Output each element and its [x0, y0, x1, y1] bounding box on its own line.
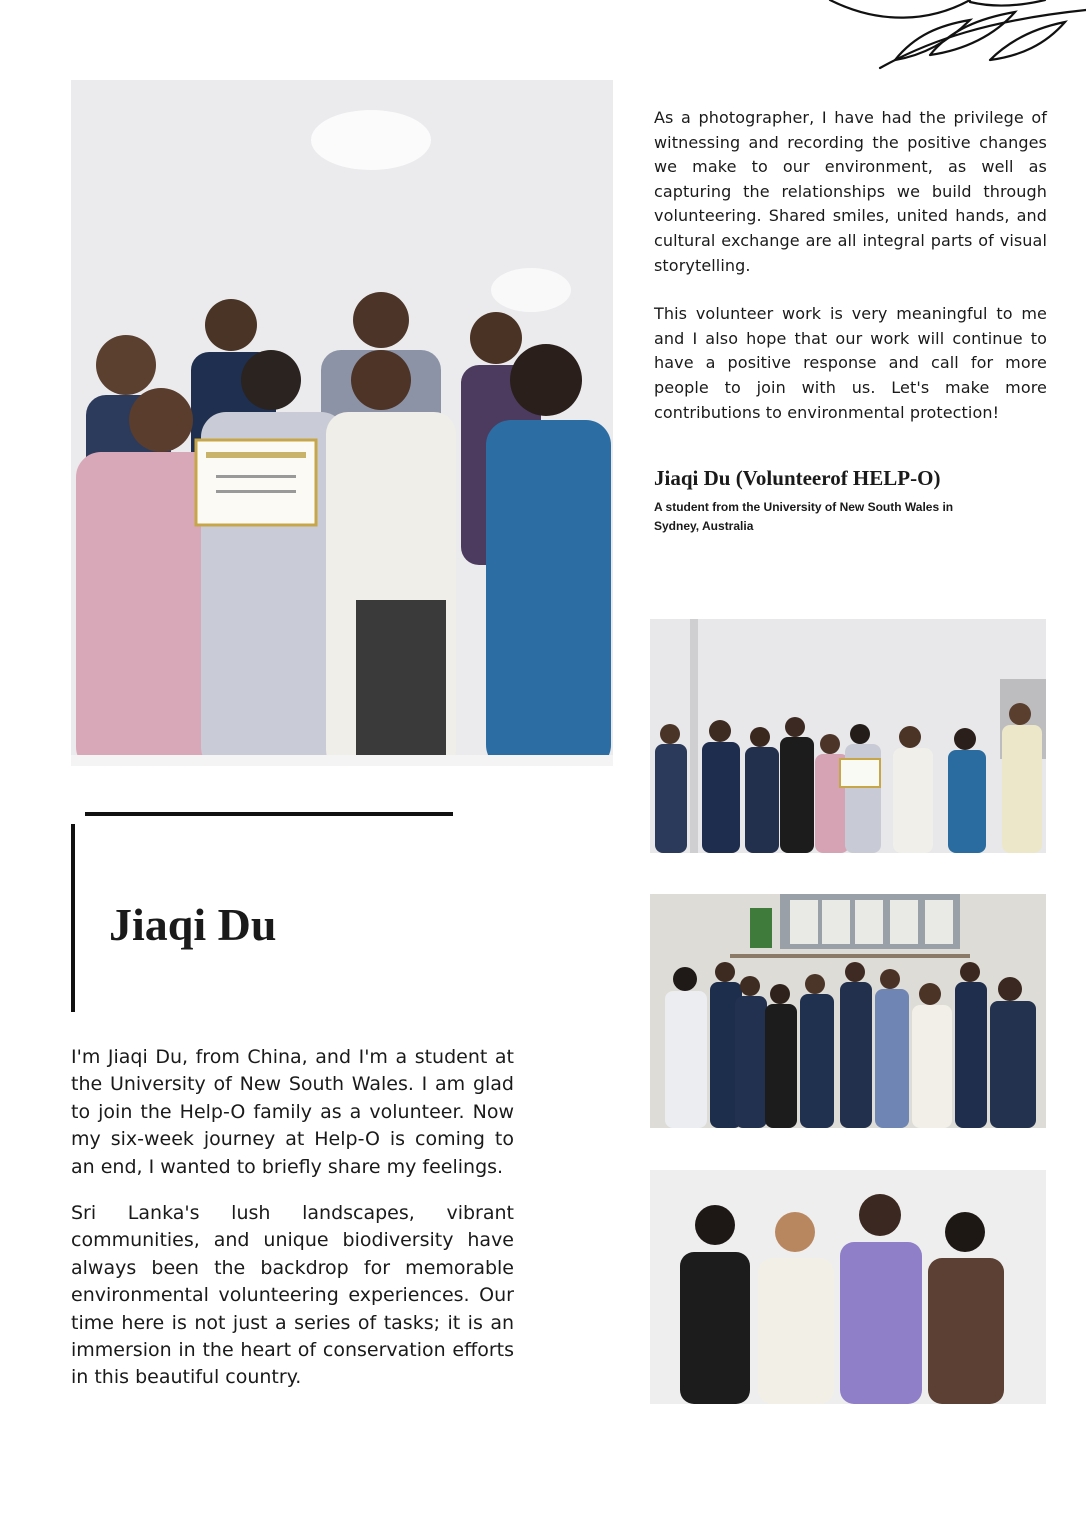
title-side-rule: [71, 824, 75, 1012]
title-top-rule: [85, 812, 453, 816]
bio-paragraph: I'm Jiaqi Du, from China, and I'm a student at the University of New South Wales. I am glad to join the Help-O family as a volunteer. Now my six-week journey at Help-O is coming to an end, I wanted to briefly share my feelings.: [71, 1046, 514, 1178]
page-title: Jiaqi Du: [109, 899, 277, 950]
leaf-decoration-icon: [820, 0, 1086, 72]
intro-paragraph: This volunteer work is very meaningful to me and I also hope that our work will continue to have a positive response and call for more people to join with us. Let's make more contributions to environmental protection!: [654, 304, 1047, 422]
author-description: A student from the University of New South Wales in Sydney, Australia: [654, 500, 954, 533]
intro-paragraph: As a photographer, I have had the privilege of witnessing and recording the positive changes we make to our environment, as well as capturing the relationships we build through volunteering. Shared smiles, united hands, and cultural exchange are all integral parts of visual storytelling.: [654, 108, 1047, 275]
bio-paragraph: Sri Lanka's lush landscapes, vibrant communities, and unique biodiversity have always been the backdrop for memorable environmental volunteering experiences. Our time here is not just a series of tasks; it is an immersion in the heart of conservation efforts in this beautiful country.: [71, 1202, 514, 1389]
group-photo-awards-shelf: [650, 894, 1046, 1128]
group-photo-four-people: [650, 1170, 1046, 1404]
certificate-group-photo: [71, 80, 613, 766]
author-name: Jiaqi Du (Volunteerof HELP-O): [654, 466, 941, 490]
intro-text: [654, 106, 1047, 449]
bio-text: [71, 1044, 514, 1411]
group-photo-office: [650, 619, 1046, 853]
